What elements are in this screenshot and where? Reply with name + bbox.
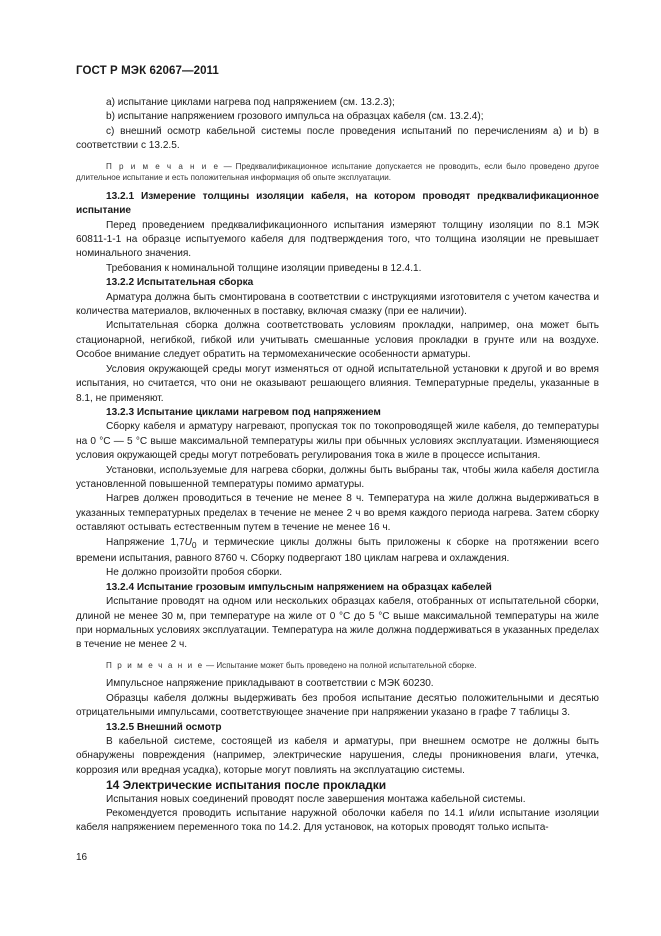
heading-13-2-2: 13.2.2 Испытательная сборка bbox=[106, 277, 254, 289]
list-item-c: c) внешний осмотр кабельной системы после проведения испытаний по перечислениям a) и b) в соответствии с 13.2.5. bbox=[76, 125, 599, 152]
paragraph: Перед проведением предквалификационного испытания измеряют толщину изоляции по 8.1 МЭК 60811-1-1 на образце испытуемого кабеля для подтверждения того, что толщина изоляции не превышает номинального значения. bbox=[76, 219, 599, 260]
note-label: П р и м е ч а н и е bbox=[106, 660, 204, 670]
paragraph: Требования к номинальной толщине изоляции приведены в 12.4.1. bbox=[106, 262, 422, 274]
paragraph: Испытание проводят на одном или нескольких образцах кабеля, отобранных от испытательной сборки, длиной не менее 30 м, при температуре на жиле от 0 °С до 5 °С выше максимальной температуры на жиле при нормальных условиях эксплуатации. Температура на жиле должна поддерживаться в указанных пределах в течение не менее 2 ч. bbox=[76, 596, 599, 651]
paragraph: В кабельной системе, состоящей из кабеля и арматуры, при внешнем осмотре не должны быть обнаружены повреждения (например, электрические нарушения, следы проникновения влаги, утечка, коррозия или вредная усадка), которые могут повлиять на эксплуатацию системы. bbox=[76, 736, 599, 776]
list-item-b: b) испытание напряжением грозового импульса на образцах кабеля (см. 13.2.4); bbox=[106, 111, 484, 123]
paragraph: Сборку кабеля и арматуру нагревают, пропуская ток по токопроводящей жиле кабеля, до температуры на 0 °С — 5 °С выше максимальной температуры жилы при обычных условиях эксплуатации. Изменяющиеся условия окружающей среды могут потребовать регулирования тока в жиле в процессе испытания. bbox=[76, 421, 599, 462]
paragraph-voltage bbox=[76, 536, 599, 567]
note-text: — Испытание может быть проведено на полной испытательной сборке. bbox=[203, 660, 477, 670]
paragraph: Нагрев должен проводиться в течение не менее 8 ч. Температура на жиле должна выдерживаться в указанных температурных пределах в течение не менее 2 ч во время каждого периода нагрева. Затем сборку оставляют остывать естественным путем в течение не менее 16 ч. bbox=[76, 493, 599, 534]
voltage-symbol: U bbox=[184, 536, 192, 548]
paragraph: Условия окружающей среды могут изменяться от одной испытательной установки к другой и во время испытания, но считается, что они не оказывают решающего влияния. Температурные пределы, указанные в 8.1, не применяют. bbox=[76, 363, 599, 404]
paragraph: Импульсное напряжение прикладывают в соответствии с МЭК 60230. bbox=[106, 678, 434, 690]
voltage-text: и термические циклы должны быть приложены к сборке на протяжении всего времени испытания, равного 8760 ч. Сборку подвергают 180 циклам нагрева и охлаждения. bbox=[76, 536, 599, 564]
paragraph: Испытательная сборка должна соответствовать условиям прокладки, например, она может быть стационарной, негибкой, гибкой или учитывать смешанные условия прокладки в грунте или на воздухе. Особое внимание следует обратить на термомеханические особенности арматуры. bbox=[76, 320, 599, 361]
list-item-a: a) испытание циклами нагрева под напряжением (см. 13.2.3); bbox=[106, 97, 395, 108]
paragraph: Испытания новых соединений проводят после завершения монтажа кабельной системы. bbox=[106, 793, 526, 805]
heading-13-2-3: 13.2.3 Испытание циклами нагревом под напряжением bbox=[106, 406, 381, 418]
document-header: ГОСТ Р МЭК 62067—2011 bbox=[76, 65, 219, 77]
note-text: — Предквалификационное испытание допускается не проводить, если было проведено другое длительное испытание и есть положительная информация об опыте эксплуатации. bbox=[76, 161, 599, 183]
page-number: 16 bbox=[76, 852, 88, 863]
heading-13-2-5: 13.2.5 Внешний осмотр bbox=[106, 721, 222, 733]
paragraph: Рекомендуется проводить испытание наружной оболочки кабеля по 14.1 и/или испытание изоляции кабеля напряжением переменного тока по 14.2. Для установок, на которых проводят только испыта- bbox=[76, 808, 599, 834]
note-prequalification bbox=[76, 161, 599, 184]
paragraph: Не должно произойти пробоя сборки. bbox=[106, 567, 283, 579]
paragraph: Арматура должна быть смонтирована в соответствии с инструкциями изготовителя с учетом качества и количества материалов, включенных в поставку, включая смазку (при ее наличии). bbox=[76, 291, 599, 318]
voltage-prefix: Напряжение 1,7 bbox=[106, 536, 185, 548]
heading-13-2-1: 13.2.1 Измерение толщины изоляции кабеля, на котором проводят предквалификационное испытание bbox=[76, 190, 599, 217]
paragraph: Установки, используемые для нагрева сборки, должны быть выбраны так, чтобы жила кабеля достигла установленной повышенной температуры помимо арматуры. bbox=[76, 464, 599, 490]
note-label: П р и м е ч а н и е bbox=[106, 161, 220, 171]
document-body bbox=[76, 96, 599, 836]
note-full-assembly bbox=[76, 660, 599, 672]
voltage-subscript: 0 bbox=[191, 539, 197, 550]
heading-section-14: 14 Электрические испытания после прокладки bbox=[106, 778, 387, 793]
paragraph: Образцы кабеля должны выдерживать без пробоя испытание десятью положительными и десятью отрицательными импульсами, соответствующее значение при напряжении указано в графе 7 таблицы 3. bbox=[76, 692, 599, 719]
heading-13-2-4: 13.2.4 Испытание грозовым импульсным напряжением на образцах кабелей bbox=[106, 581, 492, 593]
